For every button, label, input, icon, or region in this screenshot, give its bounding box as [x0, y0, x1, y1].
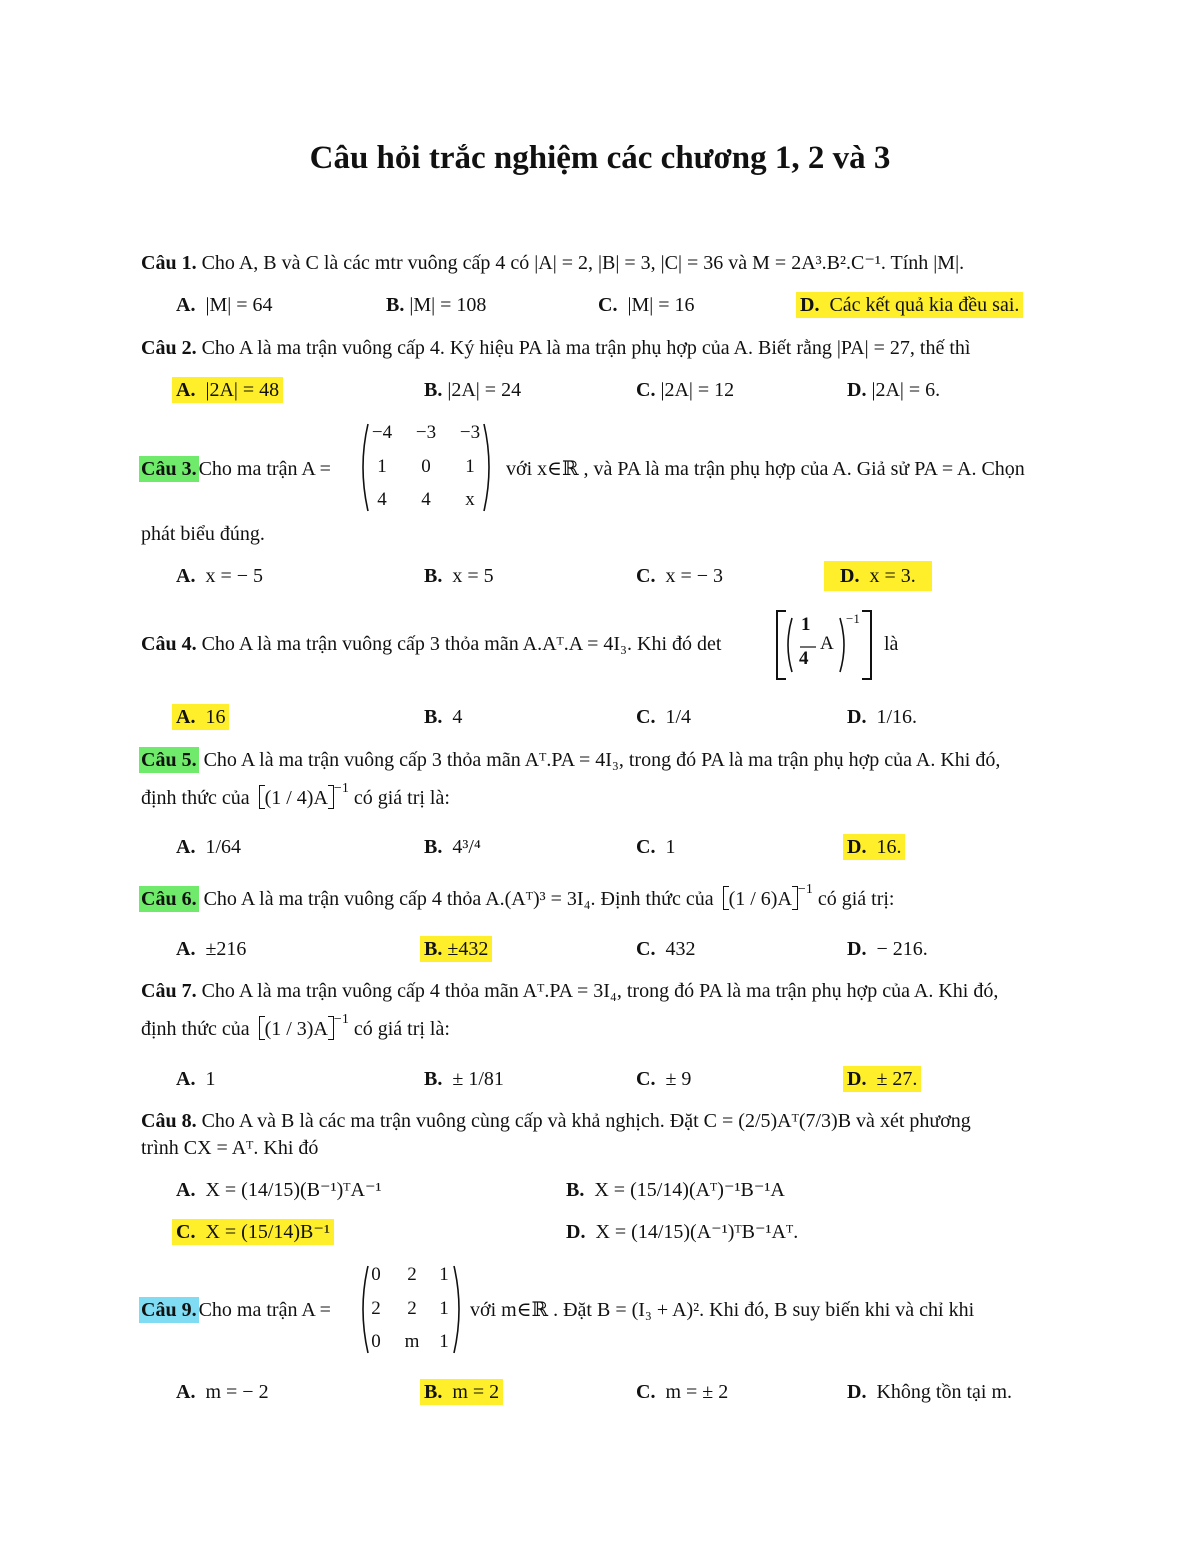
question-2-label: Câu 2.: [141, 337, 197, 359]
q8-option-b: B. X = (15/14)(Aᵀ)⁻¹B⁻¹A: [566, 1179, 785, 1201]
answer-highlight: D. ± 27.: [843, 1066, 921, 1092]
matrix-cell: 1: [439, 1331, 449, 1352]
q6-option-d: D. − 216.: [847, 938, 928, 960]
question-6-label: Câu 6.: [141, 888, 197, 910]
question-8-line2: trình CX = Aᵀ. Khi đó: [141, 1137, 319, 1159]
q4-option-c: C. 1/4: [636, 706, 692, 728]
matrix-cell: 2: [371, 1298, 381, 1319]
question-3-label: Câu 3.: [141, 458, 197, 480]
question-1: [141, 250, 964, 276]
question-1-label: Câu 1.: [141, 252, 197, 274]
q4-option-b: B. 4: [424, 706, 463, 728]
question-4-post: là: [884, 633, 899, 655]
question-4-label: Câu 4.: [141, 633, 197, 655]
q8-option-d: D. X = (14/15)(A⁻¹)ᵀB⁻¹Aᵀ.: [566, 1221, 799, 1243]
q8-option-c: [176, 1219, 334, 1245]
question-7: [141, 978, 998, 1004]
page-title: Câu hỏi trắc nghiệm các chương 1, 2 và 3: [309, 140, 891, 176]
q9-option-d: D. Không tồn tại m.: [847, 1381, 1012, 1403]
q5-option-a: A. 1/64: [176, 836, 242, 858]
q4-option-d: D. 1/16.: [847, 706, 918, 728]
q4-option-a: [176, 704, 229, 730]
q7-option-c: C. ± 9: [636, 1068, 692, 1090]
matrix-cell: 4: [421, 489, 431, 510]
answer-highlight: D. 16.: [843, 834, 905, 860]
matrix-cell: −4: [371, 422, 393, 443]
question-2-text: Cho A là ma trận vuông cấp 4. Ký hiệu PA là ma trận phụ hợp của A. Biết rằng |PA| = 27, thế thì: [196, 337, 971, 359]
question-9-pre: Cho ma trận A =: [198, 1299, 331, 1321]
q6-option-a: A. ±216: [176, 938, 247, 960]
question-3-line2: phát biểu đúng.: [141, 523, 265, 545]
q2-option-b: B. |2A| = 24: [424, 379, 522, 401]
question-4: [141, 631, 721, 657]
question-8: [141, 1108, 971, 1134]
frac-variable: A: [820, 633, 834, 654]
question-9-label: Câu 9.: [141, 1299, 197, 1321]
q5-option-b: B. 4³/⁴: [424, 836, 481, 858]
matrix-cell: 2: [407, 1298, 417, 1319]
q6-option-b: [424, 936, 492, 962]
q5-option-c: C. 1: [636, 836, 676, 858]
question-3: [141, 456, 331, 482]
q2-option-a: [176, 377, 283, 403]
q5-option-d: [847, 834, 905, 860]
question-5-line2: định thức của (1 / 4)A $^{-1}$ có giá trị là:: [141, 781, 450, 809]
q3-option-a: A. x = − 5: [176, 565, 264, 587]
q7-option-d: [847, 1066, 921, 1092]
question-7-text: Cho A là ma trận vuông cấp 4 thỏa mãn Aᵀ.PA = 3I₄, trong đó PA là ma trận phụ hợp của A. Khi đó,: [196, 980, 999, 1002]
matrix-cell: 1: [465, 456, 475, 477]
q9-option-a: A. m = − 2: [176, 1381, 269, 1403]
question-7-line2: định thức của (1 / 3)A $^{-1}$ có giá trị là:: [141, 1012, 450, 1040]
matrix-cell: 0: [371, 1331, 381, 1352]
question-2: [141, 335, 970, 361]
matrix-cell: x: [465, 489, 475, 510]
q3-option-c: C. x = − 3: [636, 565, 724, 587]
answer-highlight: A. |2A| = 48: [172, 377, 283, 403]
question-5-text: Cho A là ma trận vuông cấp 3 thỏa mãn Aᵀ.PA = 4I₃, trong đó PA là ma trận phụ hợp của A. Khi đó,: [198, 749, 1001, 771]
question-3-post: với x∈ℝ , và PA là ma trận phụ hợp của A. Giả sử PA = A. Chọn: [506, 458, 1025, 480]
matrix-cell: 1: [439, 1298, 449, 1319]
answer-highlight: A. 16: [172, 704, 229, 730]
frac-denominator: 4: [799, 648, 809, 669]
matrix-cell: 4: [377, 489, 387, 510]
question-6: Câu 6. Cho A là ma trận vuông cấp 4 thỏa A.(Aᵀ)³ = 3I₄. Định thức của (1 / 6)A $^{-1}$ có giá trị:: [141, 882, 895, 910]
question-9-post: với m∈ℝ . Đặt B = (I₃ + A)². Khi đó, B suy biến khi và chỉ khi: [470, 1299, 975, 1321]
q1-option-d: [800, 292, 1023, 318]
q1-option-c: C. |M| = 16: [598, 294, 695, 316]
question-4-text: Cho A là ma trận vuông cấp 3 thỏa mãn A.Aᵀ.A = 4I₃. Khi đó det: [196, 633, 722, 655]
q1-option-b: B. |M| = 108: [386, 294, 487, 316]
q7-option-a: A. 1: [176, 1068, 216, 1090]
answer-highlight: B. ±432: [420, 936, 492, 962]
frac-numerator: 1: [801, 614, 811, 635]
q1-option-a: A. |M| = 64: [176, 294, 273, 316]
matrix-cell: 2: [407, 1264, 417, 1285]
question-6-label-highlight: [139, 886, 199, 912]
q2-option-d: D. |2A| = 6.: [847, 379, 941, 401]
question-8-label: Câu 8.: [141, 1110, 197, 1132]
q9-option-b: [424, 1379, 503, 1405]
matrix-cell: 1: [439, 1264, 449, 1285]
question-8-text: Cho A và B là các ma trận vuông cùng cấp và khả nghịch. Đặt C = (2/5)Aᵀ(7/3)B và xét phương: [196, 1110, 971, 1132]
q7-option-b: B. ± 1/81: [424, 1068, 504, 1090]
q2-option-c: C. |2A| = 12: [636, 379, 735, 401]
question-5: [141, 747, 1000, 773]
question-9: [141, 1297, 331, 1323]
question-5-label: Câu 5.: [141, 749, 197, 771]
q3-option-b: B. x = 5: [424, 565, 494, 587]
question-7-label: Câu 7.: [141, 980, 197, 1002]
question-6-text: Cho A là ma trận vuông cấp 4 thỏa A.(Aᵀ)³ = 3I₄. Định thức của: [198, 888, 714, 910]
matrix-cell: 0: [421, 456, 431, 477]
matrix-cell: 1: [377, 456, 387, 477]
answer-highlight: D. Các kết quả kia đều sai.: [796, 292, 1023, 318]
matrix-cell: −3: [459, 422, 481, 443]
matrix-cell: m: [404, 1331, 420, 1352]
q9-option-c: C. m = ± 2: [636, 1381, 729, 1403]
q6-option-c: C. 432: [636, 938, 696, 960]
answer-highlight: B. m = 2: [420, 1379, 503, 1405]
matrix-cell: −3: [415, 422, 437, 443]
answer-highlight: C. X = (15/14)B⁻¹: [172, 1219, 334, 1245]
question-1-text: Cho A, B và C là các mtr vuông cấp 4 có |A| = 2, |B| = 3, |C| = 36 và M = 2A³.B².C⁻¹. Tính |M|.: [196, 252, 965, 274]
matrix-cell: 0: [371, 1264, 381, 1285]
q8-option-a: A. X = (14/15)(B⁻¹)ᵀA⁻¹: [176, 1179, 382, 1201]
exponent: −1: [846, 611, 860, 626]
question-5-label-highlight: [139, 747, 199, 773]
q3-option-d: [828, 563, 932, 589]
question-3-label-highlight: [139, 456, 199, 482]
question-9-label-highlight: [139, 1297, 199, 1323]
question-3-pre: Cho ma trận A =: [198, 458, 331, 480]
answer-highlight: D. x = 3.: [824, 561, 932, 591]
